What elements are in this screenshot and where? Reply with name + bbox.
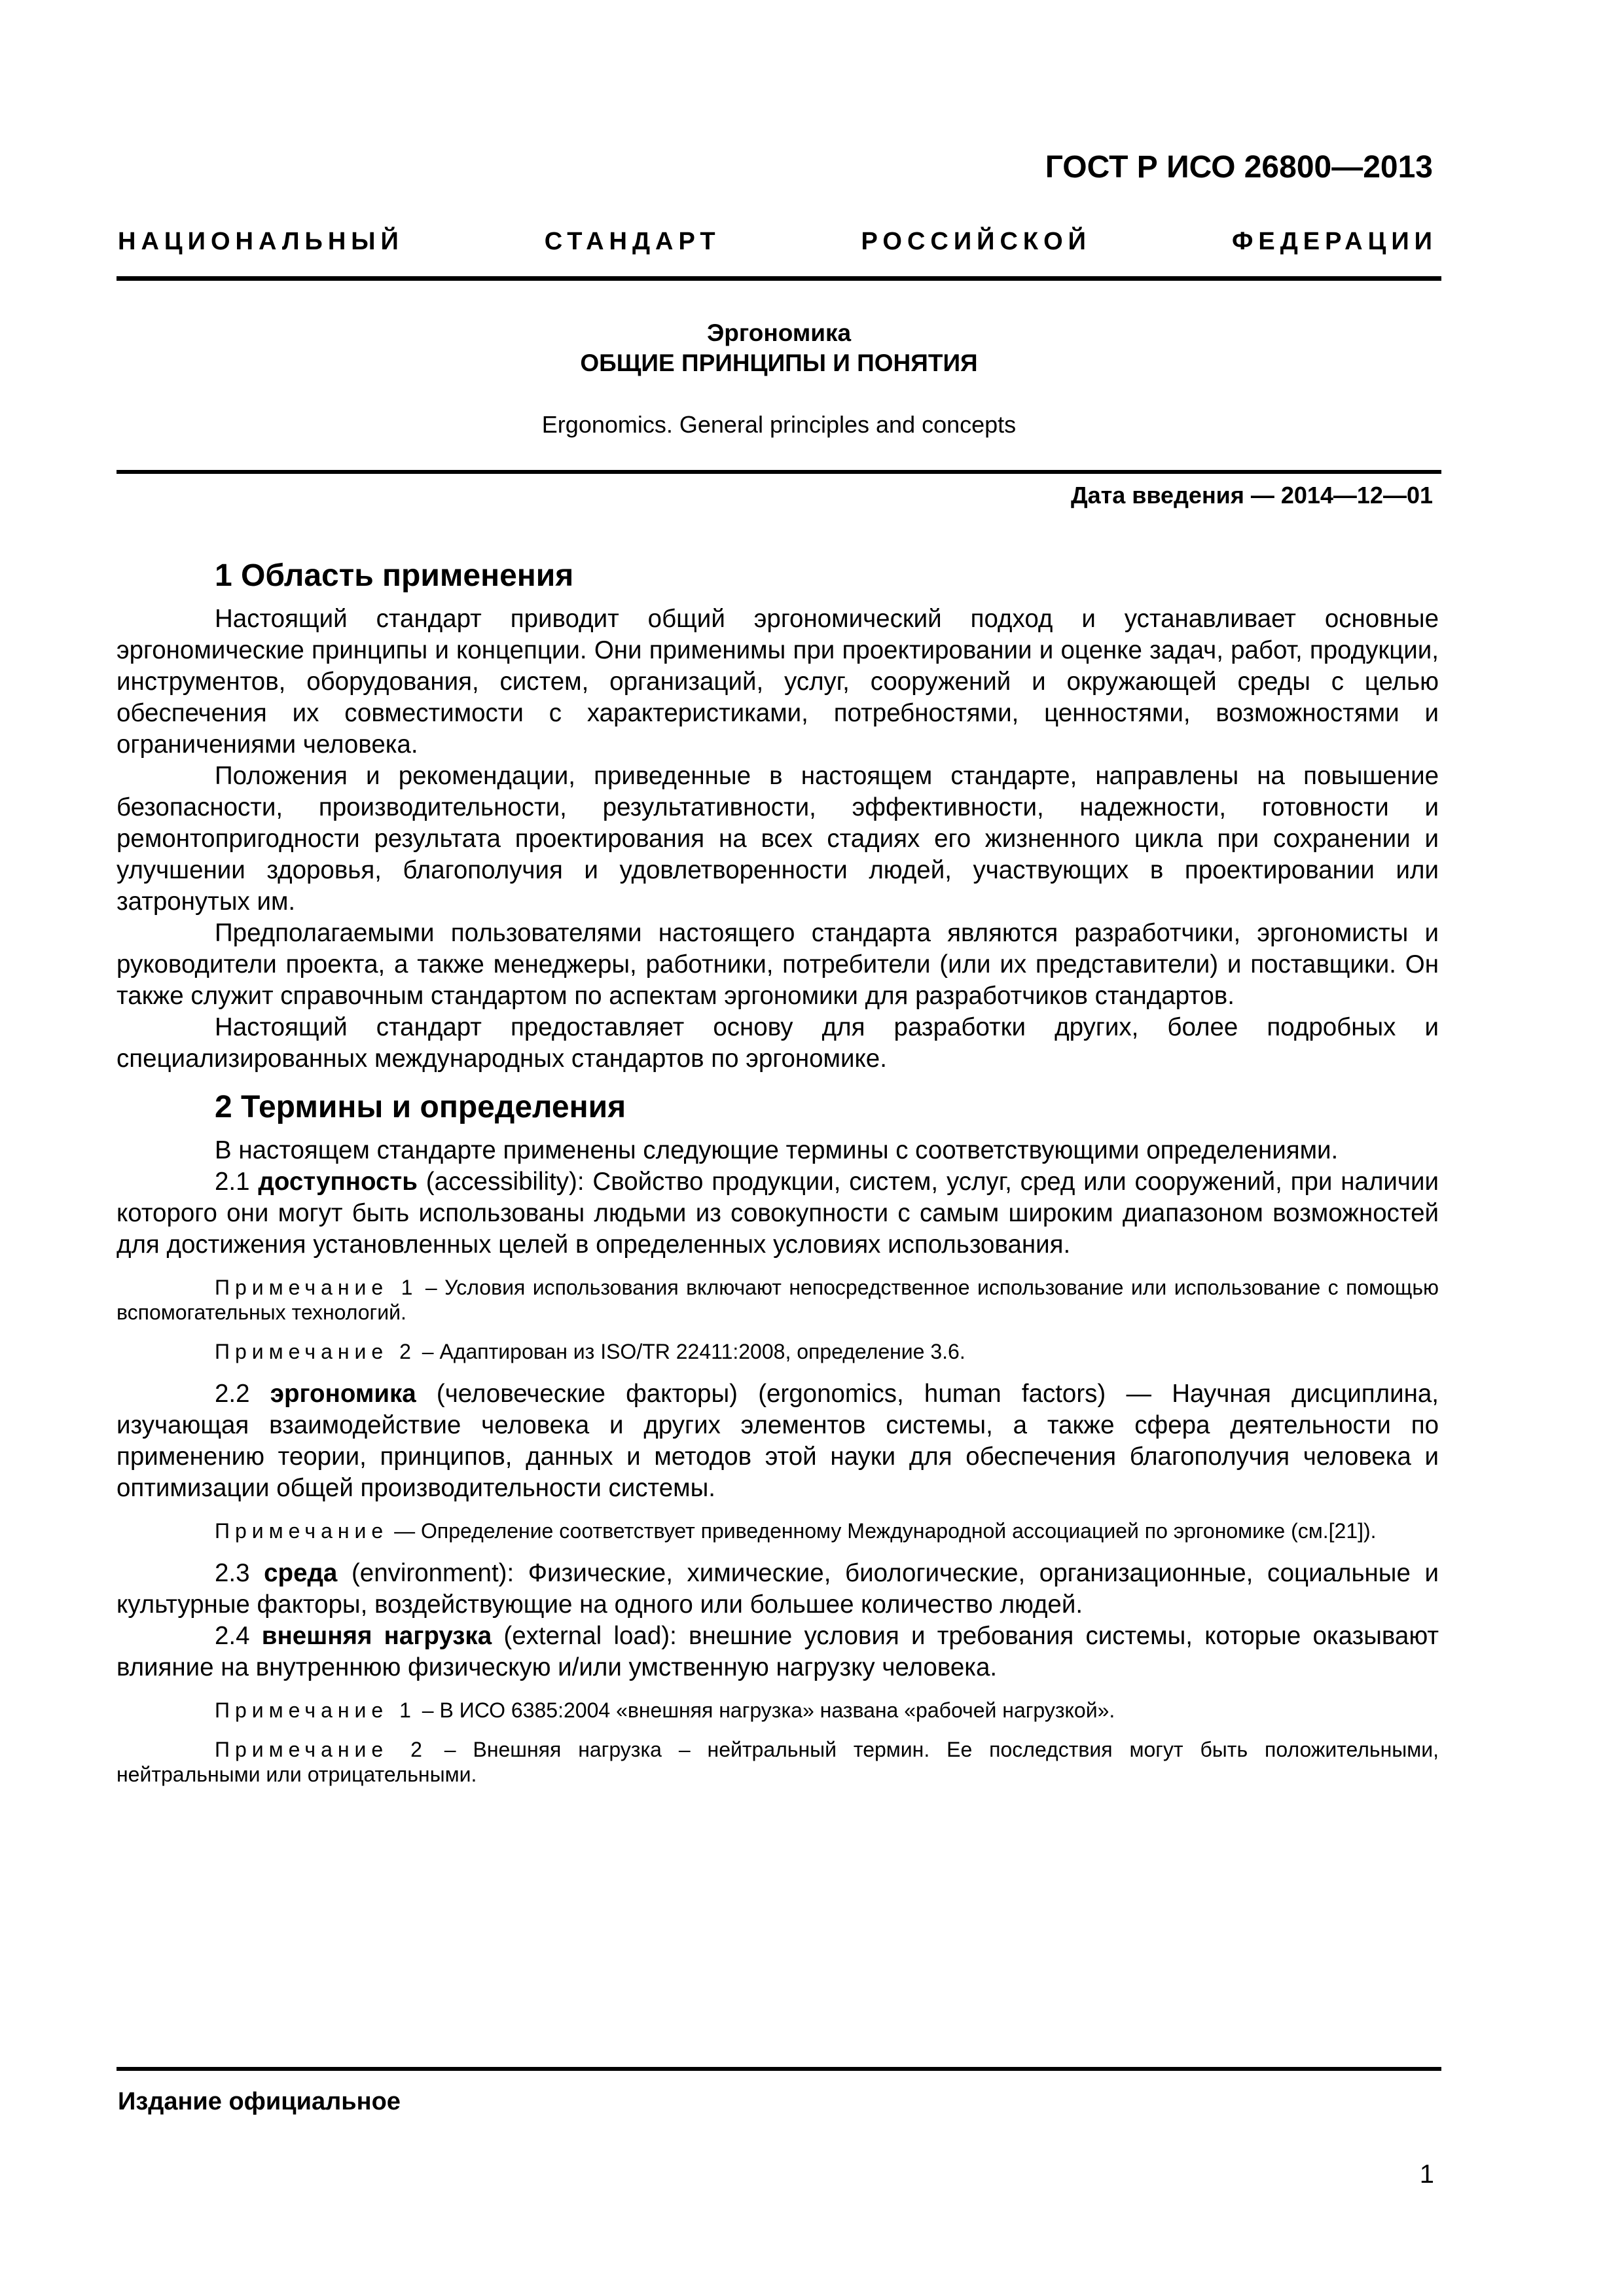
note-label: Примечание <box>215 1519 389 1543</box>
note-label: Примечание 2 <box>215 1340 416 1363</box>
term-definition: (environment): Физические, химические, биологические, организационные, социальные и культурные факторы, воздействующие на одного или большее количество людей. <box>117 1559 1439 1619</box>
note-text: — Определение соответствует приведенному Международной ассоциацией по эргономике (см.[21]). <box>388 1519 1377 1543</box>
note-2-2 <box>117 1518 1439 1543</box>
section-2-intro: В настоящем стандарте применены следующие термины с соответствующими определениями. <box>215 1136 1339 1164</box>
header-divider <box>117 276 1441 281</box>
note-2-1-2 <box>117 1339 1439 1364</box>
title-block <box>117 318 1441 439</box>
footer-divider <box>117 2067 1441 2071</box>
document-number: ГОСТ Р ИСО 26800—2013 <box>1045 150 1433 185</box>
note-label: Примечание 1 <box>215 1276 418 1299</box>
term-2-4 <box>117 1621 1439 1683</box>
term-2-2 <box>117 1378 1439 1504</box>
note-text: – Условия использования включают непосредственное использование или использование с помощью вспомогательных технологий. <box>117 1276 1439 1324</box>
title-line-1: Эргономика <box>706 319 852 346</box>
title-line-2: ОБЩИЕ ПРИНЦИПЫ И ПОНЯТИЯ <box>580 350 978 376</box>
note-text: – Адаптирован из ISO/TR 22411:2008, определение 3.6. <box>416 1340 965 1363</box>
note-2-4-2 <box>117 1737 1439 1787</box>
note-text: – Внешняя нагрузка – нейтральный термин. Ее последствия могут быть положительными, нейтральными или отрицательными. <box>117 1738 1439 1786</box>
note-text: – В ИСО 6385:2004 «внешняя нагрузка» названа «рабочей нагрузкой». <box>416 1698 1115 1722</box>
term-2-3 <box>117 1558 1439 1621</box>
banner-word: СТАНДАРТ <box>544 228 721 255</box>
banner-word: ФЕДЕРАЦИИ <box>1231 228 1437 255</box>
term-name: внешняя нагрузка <box>261 1622 492 1650</box>
note-label: Примечание 1 <box>215 1698 416 1722</box>
section-1-title: 1 Область применения <box>215 558 574 593</box>
banner-word: РОССИЙСКОЙ <box>861 228 1091 255</box>
note-label: Примечание 2 <box>215 1738 427 1761</box>
term-number: 2.4 <box>215 1622 262 1650</box>
section-1-paragraph: Настоящий стандарт приводит общий эргономический подход и устанавливает основные эргономические принципы и концепции. Они применимы при проектировании и оценке задач, работ, продукции, инструментов, оборудования, систем, организаций, услуг, сооружений и окружающей среды с целью обеспечения их совместимости с характеристиками, потребностями, ценностями, возможностями и ограничениями человека. <box>117 605 1439 759</box>
page-number: 1 <box>1419 2160 1434 2189</box>
term-definition: (external load): внешние условия и требования системы, которые оказывают влияние на внутреннюю физическую и/или умственную нагрузку человека. <box>117 1622 1439 1681</box>
term-number: 2.3 <box>215 1559 264 1587</box>
note-2-4-1 <box>117 1698 1439 1723</box>
term-name: эргономика <box>270 1380 416 1408</box>
term-2-1 <box>117 1166 1439 1261</box>
title-english: Ergonomics. General principles and concepts <box>541 411 1017 438</box>
introduction-date: Дата введения — 2014—12—01 <box>1070 482 1433 509</box>
official-edition-label: Издание официальное <box>118 2088 401 2115</box>
section-1-paragraph: Настоящий стандарт предоставляет основу для разработки других, более подробных и специализированных международных стандартов по эргономике. <box>117 1013 1439 1073</box>
term-name: доступность <box>258 1168 418 1196</box>
term-number: 2.1 <box>215 1168 259 1196</box>
national-standard-banner <box>118 228 1437 256</box>
document-body <box>117 555 1439 1787</box>
title-divider <box>117 470 1441 474</box>
term-definition: (человеческие факторы) (ergonomics, human factors) — Научная дисциплина, изучающая взаимодействие человека и других элементов системы, а также сфера деятельности по применению теории, принципов, данных и методов этой науки для обеспечения благополучия человека и оптимизации общей производительности системы. <box>117 1380 1439 1502</box>
term-name: среда <box>264 1559 338 1587</box>
term-number: 2.2 <box>215 1380 270 1408</box>
section-1-paragraph: Положения и рекомендации, приведенные в настоящем стандарте, направлены на повышение безопасности, производительности, результативности, эффективности, надежности, готовности и ремонтопригодности результата проектирования на всех стадиях его жизненного цикла при сохранении и улучшении здоровья, благополучия и удовлетворенности людей, участвующих в проектировании или затронутых им. <box>117 762 1439 916</box>
banner-word: НАЦИОНАЛЬНЫЙ <box>118 228 404 255</box>
note-2-1-1 <box>117 1275 1439 1325</box>
section-2-title: 2 Термины и определения <box>215 1090 626 1124</box>
term-definition: (accessibility): Свойство продукции, систем, услуг, сред или сооружений, при наличии которого они могут быть использованы людьми из совокупности с самым широким диапазоном возможностей для достижения установленных целей в определенных условиях использования. <box>117 1168 1439 1259</box>
section-1-paragraph: Предполагаемыми пользователями настоящего стандарта являются разработчики, эргономисты и руководители проекта, а также менеджеры, работники, потребители (или их представители) и поставщики. Он также служит справочным стандартом по аспектам эргономики для разработчиков стандартов. <box>117 919 1439 1010</box>
